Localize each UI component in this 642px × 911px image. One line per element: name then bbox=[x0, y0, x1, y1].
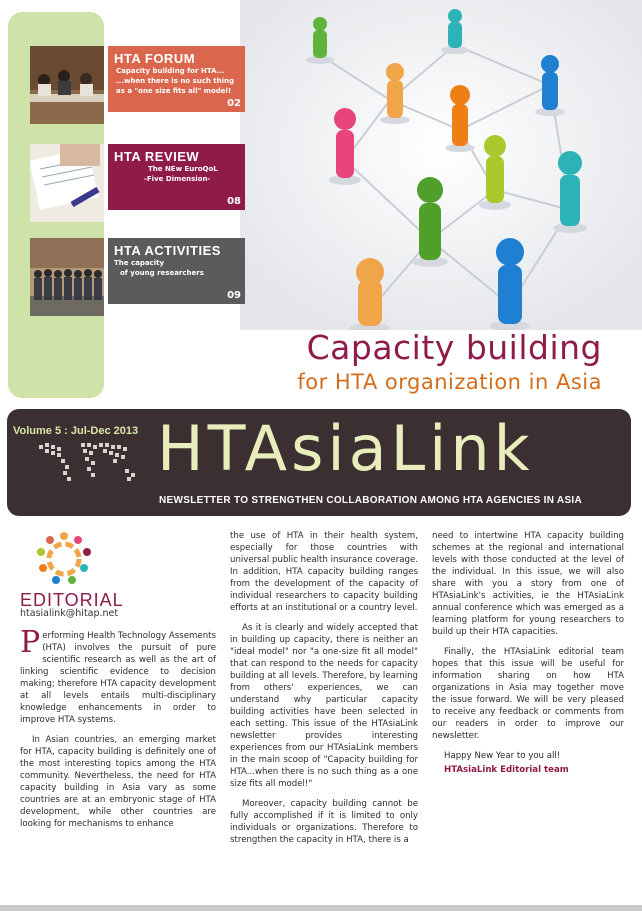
column-3 bbox=[432, 530, 624, 784]
paragraph: need to intertwine HTA capacity building schemes at the regional and international levels with those conducted at the level of the individual. In this issue, we will also share with you a story from one of HTAsiaLink's activities, ie the HTAsiaLink annual conference which was emerged as a learning platform for young researchers to build up their HTA capacities. bbox=[432, 531, 624, 637]
toc-desc-line: ...when there is no such thing bbox=[116, 77, 234, 85]
paragraph-text: erforming Health Technology Assements (HTA) involves the pursuit of pure scientific research as well as the art of linking scientific evidence to decision making; therefore HTA capacity development at all levels entails multi-disciplinary knowledge enhancements in order to improve HTA systems. bbox=[20, 631, 216, 725]
activities-group-photo bbox=[30, 238, 104, 316]
people-circle-icon bbox=[34, 530, 94, 588]
world-map-icon bbox=[37, 439, 147, 489]
paragraph: As it is clearly and widely accepted that in building up capacity, there is neither an "ideal model" nor "a one-size fit all model" that can respond to the needs for capacity building at all levels. Therefore, by learning from others' experiences, we can understand why particular capacity building activities have been selected in each setting. This issue of the HTAsiaLink newsletter provides interesting experiences from our HTAsiaLink members in the main scoop of "Capacity building for HTA...when there is no such thing as a one size fits all model!" bbox=[230, 623, 418, 789]
toc-box-review bbox=[108, 144, 245, 210]
cover-subtitle: for HTA organization in Asia bbox=[297, 370, 602, 394]
editorial-heading: EDITORIAL bbox=[20, 590, 124, 610]
paragraph: the use of HTA in their health system, especially for those countries with universal public health insurance coverage. In addition, HTA capacity building ranges from the development of the capacity of individual researchers to capacity building efforts at an institutional or a country level. bbox=[230, 531, 418, 613]
paragraph: In Asian countries, an emerging market for HTA, capacity building is definitely one of the most interesting topics among the HTA community. Nevertheless, the need for HTA capacity building in Asia vary as some countries are at an embryonic stage of HTA development, while other countries are looking for mechanisms to enhance bbox=[20, 735, 216, 829]
tagline: NEWSLETTER TO STRENGTHEN COLLABORATION AMONG HTA AGENCIES IN ASIA bbox=[159, 495, 583, 506]
toc-desc-line: The capacity bbox=[114, 259, 165, 267]
toc-title: HTA FORUM bbox=[114, 51, 196, 66]
toc-title: HTA ACTIVITIES bbox=[114, 243, 221, 258]
review-photo bbox=[30, 144, 104, 222]
masthead-banner bbox=[7, 409, 631, 516]
volume-label: Volume 5 : Jul-Dec 2013 bbox=[13, 425, 139, 437]
dropcap: P bbox=[20, 625, 41, 660]
greeting: Happy New Year to you all! bbox=[444, 751, 561, 761]
toc-box-forum bbox=[108, 46, 245, 112]
forum-photo bbox=[30, 46, 104, 124]
paragraph bbox=[20, 625, 216, 726]
network-people-illustration bbox=[240, 0, 642, 330]
toc-desc-line: Capacity building for HTA... bbox=[116, 67, 225, 75]
column-2 bbox=[230, 530, 418, 854]
editorial-email[interactable]: htasialink@hitap.net bbox=[20, 608, 119, 619]
cover-title: Capacity building bbox=[306, 328, 602, 367]
toc-desc-line: as a "one size fits all" model! bbox=[116, 87, 232, 95]
paragraph: Moreover, capacity building cannot be fully accomplished if it is limited to only individuals or organizations. Therefore to strengthen the capacity in HTA, there is a bbox=[230, 799, 418, 845]
column-1 bbox=[20, 530, 216, 838]
toc-box-activities bbox=[108, 238, 245, 304]
brand-logo-text: HTAsiaLink bbox=[157, 412, 534, 485]
toc-page-number: 08 bbox=[227, 196, 241, 207]
bottom-rule bbox=[0, 905, 642, 911]
toc-item-forum[interactable] bbox=[30, 46, 246, 124]
toc-desc-line: The NEw EuroQoL bbox=[148, 165, 218, 173]
toc-title: HTA REVIEW bbox=[114, 149, 200, 164]
toc-item-review[interactable] bbox=[30, 144, 246, 222]
signature: HTAsiaLink Editorial team bbox=[444, 765, 569, 775]
toc-page-number: 09 bbox=[227, 290, 241, 301]
toc-item-activities[interactable] bbox=[30, 238, 246, 316]
toc-desc-line: of young researchers bbox=[120, 269, 204, 277]
toc-page-number: 02 bbox=[227, 98, 241, 109]
toc-desc-line: -Five Dimension- bbox=[144, 175, 211, 183]
paragraph: Finally, the HTAsiaLink editorial team hopes that this issue will be useful for information sharing on how HTA organizations in Asia may together move the issue forward. We will be very pleased to receive any feedback or comments from our readers in order to improve our newsletter. bbox=[432, 647, 624, 741]
